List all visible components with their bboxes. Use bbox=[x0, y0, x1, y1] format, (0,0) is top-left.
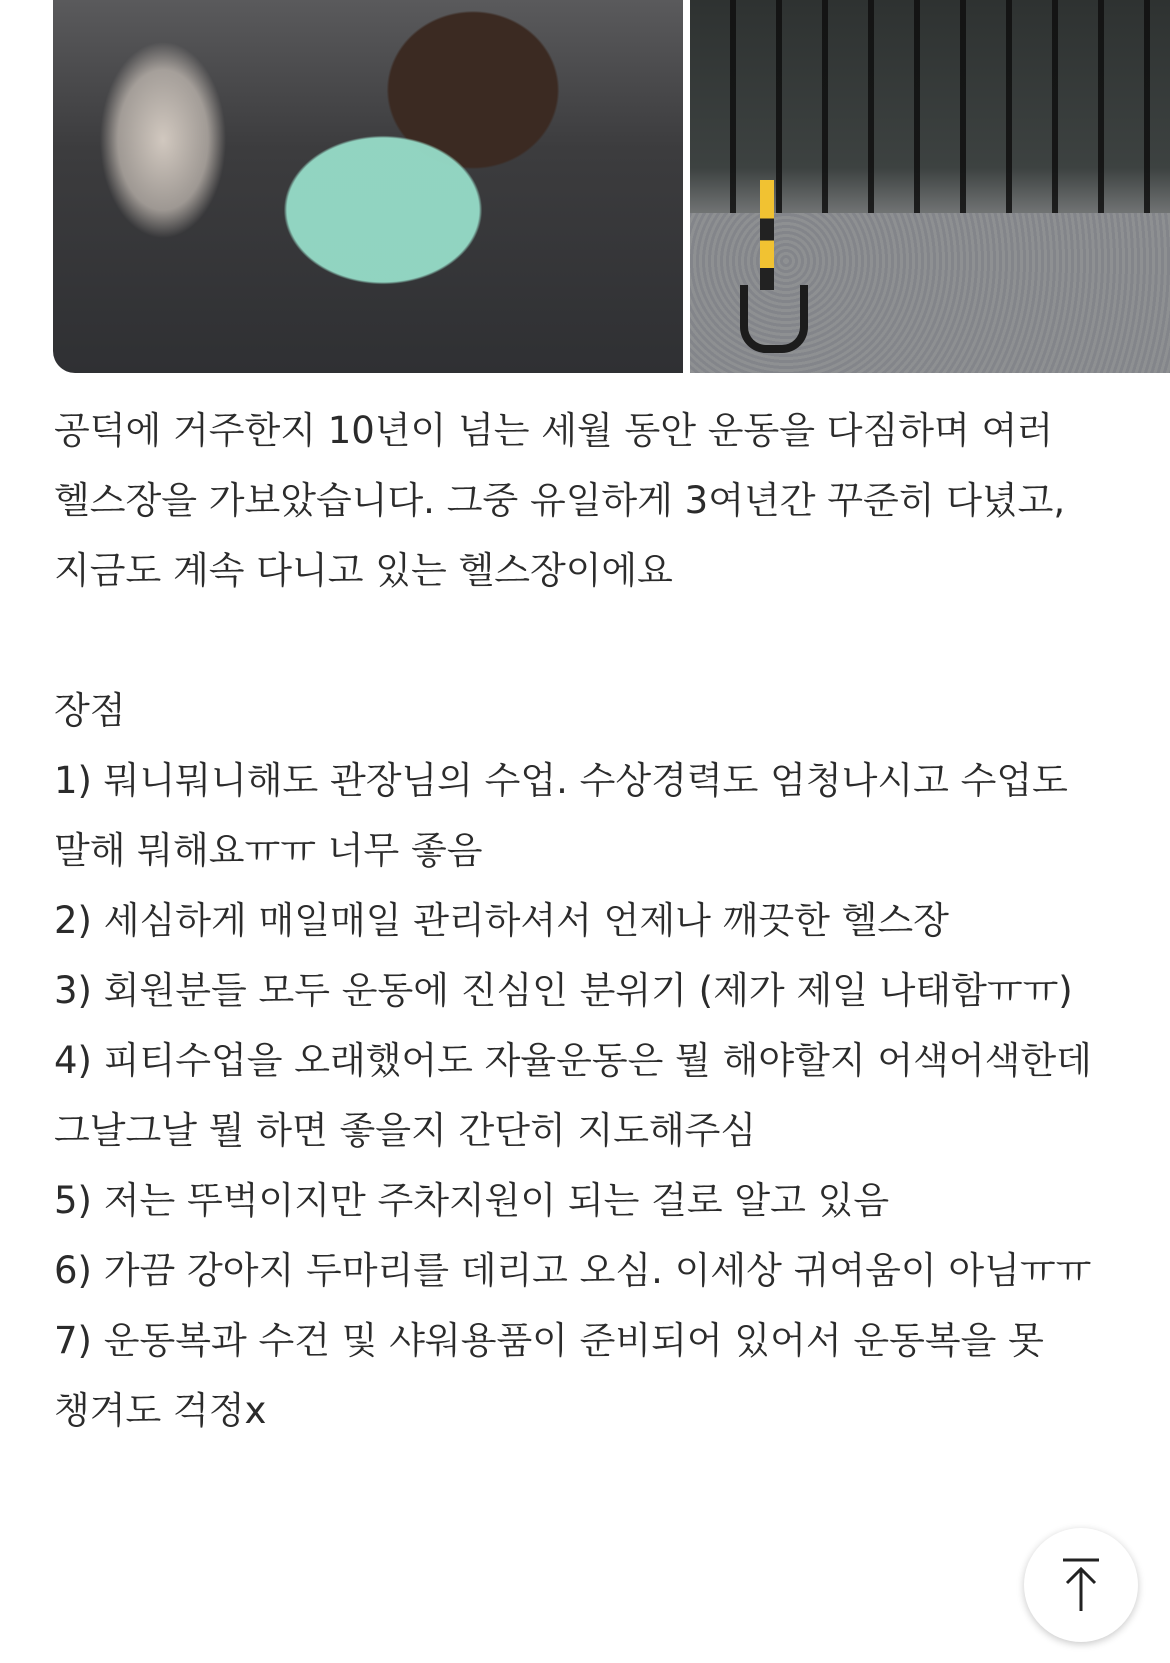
arrow-up-icon bbox=[1059, 1557, 1103, 1613]
review-body bbox=[54, 396, 1134, 1446]
photo-strip bbox=[53, 0, 1170, 373]
list-item: 3) 회원분들 모두 운동에 진심인 분위기 (제가 제일 나태함ㅠㅠ) bbox=[54, 969, 1073, 1012]
list-item: 6) 가끔 강아지 두마리를 데리고 오심. 이세상 귀여움이 아님ㅠㅠ bbox=[54, 1249, 1092, 1292]
review-intro: 공덕에 거주한지 10년이 넘는 세월 동안 운동을 다짐하며 여러 헬스장을 가보았습니다. 그중 유일하게 3여년간 꾸준히 다녔고, 지금도 계속 다니고 있는 헬스장이에요 bbox=[54, 409, 1077, 592]
list-item: 7) 운동복과 수건 및 샤워용품이 준비되어 있어서 운동복을 못 챙겨도 걱정x bbox=[54, 1319, 1056, 1432]
strap-handle bbox=[740, 285, 808, 353]
scroll-to-top-button[interactable] bbox=[1024, 1528, 1138, 1642]
list-item: 5) 저는 뚜벅이지만 주차지원이 되는 걸로 알고 있음 bbox=[54, 1179, 890, 1222]
suspension-strap bbox=[760, 180, 774, 290]
list-item: 1) 뭐니뭐니해도 관장님의 수업. 수상경력도 엄청나시고 수업도 말해 뭐해요ㅠㅠ 너무 좋음 bbox=[54, 759, 1080, 872]
list-item: 2) 세심하게 매일매일 관리하셔서 언제나 깨끗한 헬스장 bbox=[54, 899, 949, 942]
chihuahua-photo[interactable] bbox=[53, 0, 683, 373]
section-title: 장점 bbox=[54, 689, 126, 732]
list-item: 4) 피티수업을 오래했어도 자율운동은 뭘 해야할지 어색어색한데 그날그날 뭘 하면 좋을지 간단히 지도해주심 bbox=[54, 1039, 1104, 1152]
gym-photo[interactable] bbox=[690, 0, 1170, 373]
